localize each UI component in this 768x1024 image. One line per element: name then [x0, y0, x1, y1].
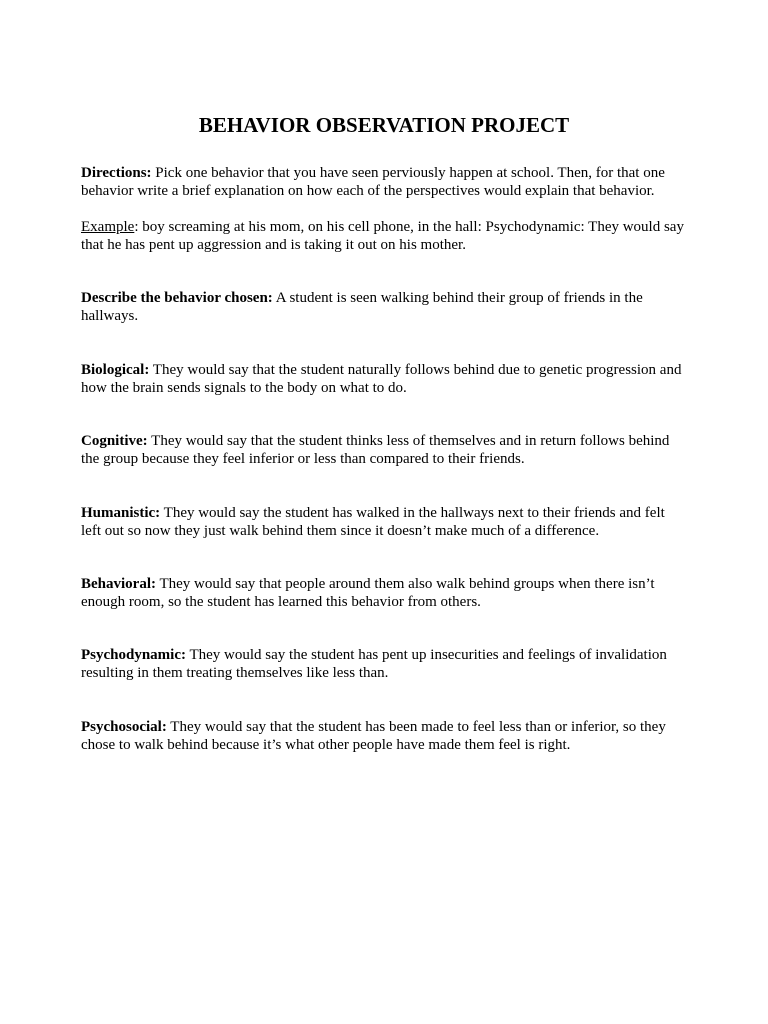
behavior-paragraph	[81, 289, 687, 325]
perspective-text: They would say that the student has been made to feel less than or inferior, so they chose to walk behind because it’s what other people have made them feel is right.	[81, 719, 666, 753]
behavior-text: A student is seen walking behind their group of friends in the hallways.	[81, 290, 643, 324]
perspective-label: Behavioral:	[81, 576, 156, 592]
perspective-text: They would say the student has pent up insecurities and feelings of invalidation resulting in them treating themselves like less than.	[81, 647, 667, 681]
directions-text: Pick one behavior that you have seen perviously happen at school. Then, for that one behavior write a brief explanation on how each of the perspectives would explain that behavior.	[81, 165, 665, 199]
example-paragraph	[81, 218, 687, 254]
perspective-psychosocial	[81, 718, 687, 754]
example-label: Example	[81, 219, 135, 235]
behavior-label: Describe the behavior chosen:	[81, 290, 273, 306]
perspective-psychodynamic	[81, 646, 687, 682]
perspective-text: They would say that the student thinks less of themselves and in return follows behind the group because they feel inferior or less than compared to their friends.	[81, 433, 670, 467]
perspective-biological	[81, 361, 687, 397]
example-text: : boy screaming at his mom, on his cell phone, in the hall: Psychodynamic: They would say that he has pent up aggression and is taking it out on his mother.	[81, 219, 684, 253]
perspective-cognitive	[81, 432, 687, 468]
perspective-text: They would say that the student naturally follows behind due to genetic progression and how the brain sends signals to the body on what to do.	[81, 362, 682, 396]
perspective-behavioral	[81, 575, 687, 611]
page-title: BEHAVIOR OBSERVATION PROJECT	[198, 113, 570, 137]
perspective-humanistic	[81, 504, 687, 540]
perspective-label: Psychodynamic:	[81, 647, 186, 663]
perspective-text: They would say the student has walked in the hallways next to their friends and felt left out so now they just walk behind them since it doesn’t make much of a difference.	[81, 505, 665, 539]
perspective-label: Cognitive:	[81, 433, 148, 449]
perspective-text: They would say that people around them also walk behind groups when there isn’t enough room, so the student has learned this behavior from others.	[81, 576, 655, 610]
perspective-label: Psychosocial:	[81, 719, 167, 735]
directions-paragraph	[81, 164, 687, 200]
directions-label: Directions:	[81, 165, 152, 181]
perspective-label: Biological:	[81, 362, 150, 378]
perspective-label: Humanistic:	[81, 505, 161, 521]
